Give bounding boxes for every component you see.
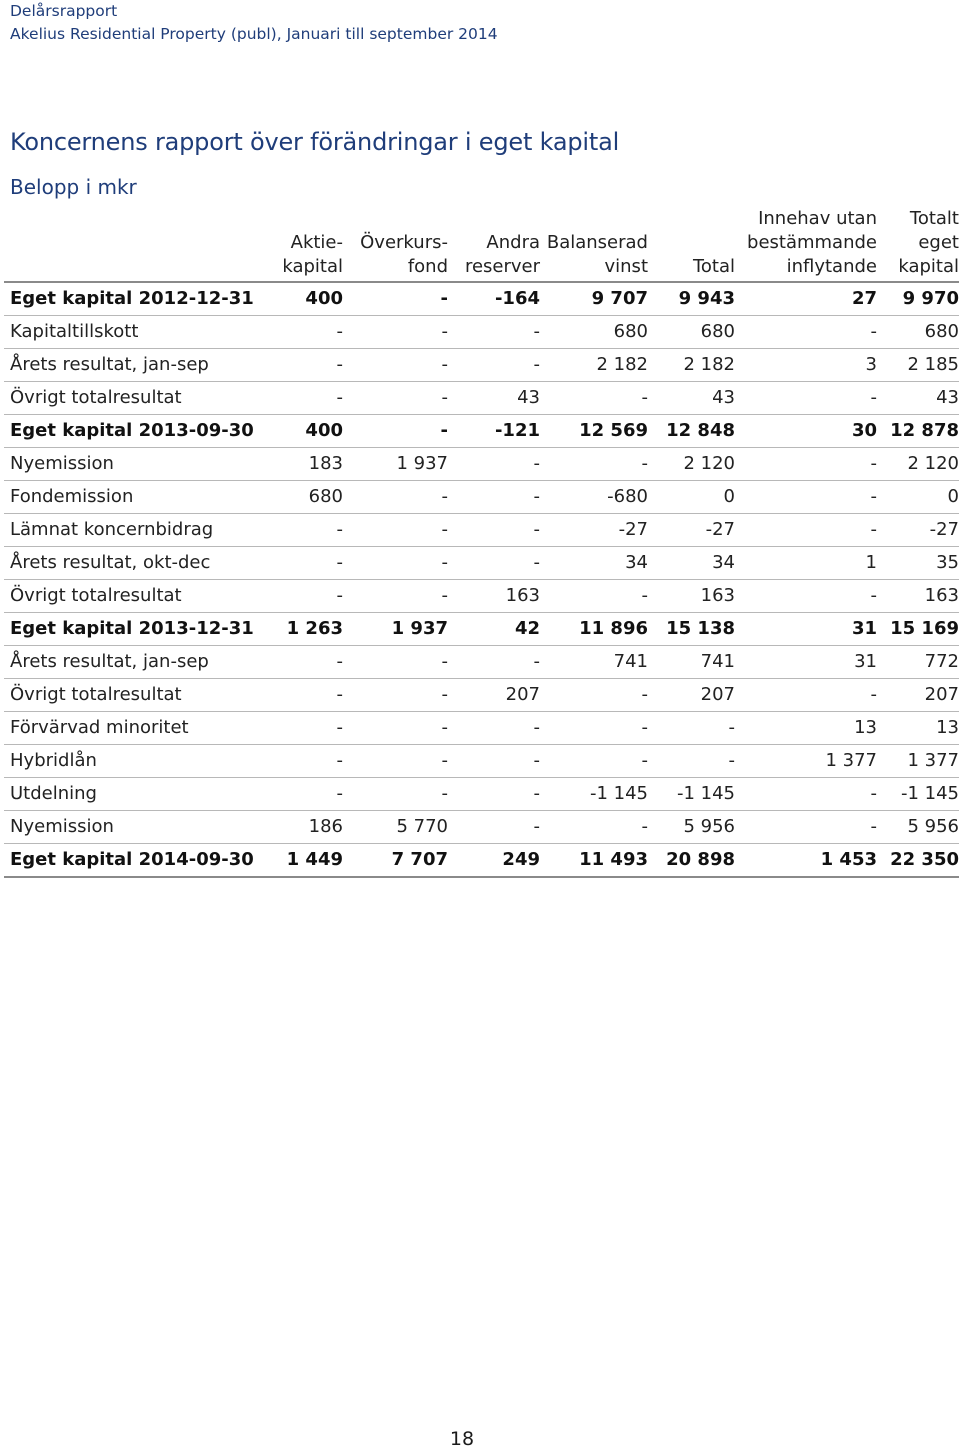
table-cell: 1 377 — [877, 745, 959, 778]
column-header-line: Balanserad — [546, 232, 648, 253]
column-header — [648, 203, 735, 282]
table-cell: 680 — [241, 481, 343, 514]
table-cell: - — [241, 316, 343, 349]
table-cell: 3 — [735, 349, 877, 382]
table-cell: 772 — [877, 646, 959, 679]
row-label: Eget kapital 2014-09-30 — [4, 844, 241, 878]
table-cell: - — [343, 712, 448, 745]
table-cell: - — [241, 646, 343, 679]
column-header-line: Total — [692, 256, 735, 277]
table-cell: 27 — [735, 282, 877, 316]
page-number: 18 — [449, 1428, 475, 1450]
table-cell: - — [735, 580, 877, 613]
table-cell: 13 — [877, 712, 959, 745]
row-label: Övrigt totalresultat — [4, 382, 241, 415]
table-row — [4, 448, 959, 481]
table-cell: - — [343, 679, 448, 712]
table-cell: - — [448, 745, 540, 778]
table-cell: - — [540, 745, 648, 778]
table-cell: 1 453 — [735, 844, 877, 878]
table-row — [4, 547, 959, 580]
table-cell: - — [540, 448, 648, 481]
table-cell: -27 — [540, 514, 648, 547]
header-empty — [4, 203, 241, 282]
table-cell: 400 — [241, 415, 343, 448]
column-header — [735, 203, 877, 282]
table-cell: 13 — [735, 712, 877, 745]
table-cell: - — [448, 349, 540, 382]
table-cell: 2 182 — [648, 349, 735, 382]
column-header — [448, 203, 540, 282]
table-cell: 249 — [448, 844, 540, 878]
table-row — [4, 646, 959, 679]
table-cell: 12 878 — [877, 415, 959, 448]
table-row — [4, 514, 959, 547]
table-cell: - — [343, 514, 448, 547]
table-cell: 1 263 — [241, 613, 343, 646]
table-cell: - — [241, 514, 343, 547]
column-header-line: Innehav utan — [758, 208, 877, 229]
table-cell: 20 898 — [648, 844, 735, 878]
table-cell: 43 — [648, 382, 735, 415]
table-row — [4, 481, 959, 514]
column-header-line: vinst — [604, 256, 648, 277]
column-header-line: kapital — [898, 256, 959, 277]
table-cell: 2 120 — [648, 448, 735, 481]
report-type: Delårsrapport — [10, 2, 118, 20]
column-header-line: reserver — [464, 256, 540, 277]
table-cell: - — [241, 745, 343, 778]
table-cell: - — [540, 382, 648, 415]
table-cell: 5 956 — [648, 811, 735, 844]
table-cell: - — [241, 349, 343, 382]
column-header-line: Överkurs- — [360, 232, 448, 253]
company-period: Akelius Residential Property (publ), Januari till september 2014 — [10, 25, 498, 43]
table-cell: - — [241, 712, 343, 745]
row-label: Eget kapital 2012-12-31 — [4, 282, 241, 316]
table-cell: - — [343, 547, 448, 580]
table-cell: 31 — [735, 646, 877, 679]
table-cell: 2 182 — [540, 349, 648, 382]
table-cell: 35 — [877, 547, 959, 580]
table-row — [4, 778, 959, 811]
table-cell: - — [448, 448, 540, 481]
table-cell: 163 — [877, 580, 959, 613]
row-label: Lämnat koncernbidrag — [4, 514, 241, 547]
table-cell: 31 — [735, 613, 877, 646]
table-cell: - — [241, 382, 343, 415]
table-cell: - — [241, 547, 343, 580]
column-header-line: kapital — [282, 256, 343, 277]
table-cell: - — [343, 745, 448, 778]
table-cell: 15 169 — [877, 613, 959, 646]
row-label: Eget kapital 2013-09-30 — [4, 415, 241, 448]
column-header — [241, 203, 343, 282]
table-cell: -1 145 — [648, 778, 735, 811]
table-cell: 207 — [448, 679, 540, 712]
table-cell: - — [241, 679, 343, 712]
table-cell: 0 — [648, 481, 735, 514]
table-cell: 34 — [648, 547, 735, 580]
table-cell: - — [241, 580, 343, 613]
table-cell: 163 — [648, 580, 735, 613]
table-cell: 15 138 — [648, 613, 735, 646]
table-cell: - — [540, 811, 648, 844]
table-cell: - — [448, 778, 540, 811]
table-cell: - — [448, 646, 540, 679]
table-cell: 741 — [540, 646, 648, 679]
table-cell: 9 707 — [540, 282, 648, 316]
table-row — [4, 679, 959, 712]
table-cell: - — [735, 811, 877, 844]
column-header — [877, 203, 959, 282]
table-cell: - — [448, 811, 540, 844]
table-cell: 12 569 — [540, 415, 648, 448]
table-cell: - — [343, 646, 448, 679]
table-cell: - — [448, 547, 540, 580]
row-label: Kapitaltillskott — [4, 316, 241, 349]
table-cell: 2 120 — [877, 448, 959, 481]
table-cell: 11 896 — [540, 613, 648, 646]
table-cell: 680 — [648, 316, 735, 349]
table-cell: - — [735, 382, 877, 415]
table-cell: 1 937 — [343, 448, 448, 481]
table-cell: 1 937 — [343, 613, 448, 646]
table-cell: - — [343, 778, 448, 811]
row-label: Hybridlån — [4, 745, 241, 778]
table-cell: - — [735, 778, 877, 811]
column-header-line: inflytande — [786, 256, 877, 277]
table-cell: 1 377 — [735, 745, 877, 778]
table-cell: 43 — [877, 382, 959, 415]
table-cell: - — [540, 712, 648, 745]
table-cell: - — [648, 745, 735, 778]
table-cell: - — [735, 316, 877, 349]
table-row — [4, 382, 959, 415]
table-cell: 12 848 — [648, 415, 735, 448]
table-cell: 5 956 — [877, 811, 959, 844]
table-cell: 680 — [540, 316, 648, 349]
row-label: Övrigt totalresultat — [4, 580, 241, 613]
row-label: Årets resultat, jan-sep — [4, 646, 241, 679]
column-header-line: Andra — [486, 232, 540, 253]
column-header-line: eget — [918, 232, 959, 253]
column-header-line: Totalt — [909, 208, 959, 229]
row-label: Årets resultat, okt-dec — [4, 547, 241, 580]
row-label: Nyemission — [4, 811, 241, 844]
column-header — [540, 203, 648, 282]
column-header-line: fond — [407, 256, 448, 277]
table-cell: 43 — [448, 382, 540, 415]
table-cell: 9 970 — [877, 282, 959, 316]
table-cell: - — [343, 415, 448, 448]
equity-changes-table — [4, 203, 959, 878]
table-cell: - — [735, 448, 877, 481]
table-cell: 207 — [648, 679, 735, 712]
table-row — [4, 745, 959, 778]
table-cell: - — [540, 679, 648, 712]
table-row — [4, 349, 959, 382]
table-cell: -27 — [877, 514, 959, 547]
column-header-line: Aktie- — [290, 232, 343, 253]
row-label: Nyemission — [4, 448, 241, 481]
table-cell: -121 — [448, 415, 540, 448]
table-cell: -680 — [540, 481, 648, 514]
table-cell: - — [540, 580, 648, 613]
table-row — [4, 811, 959, 844]
column-header — [343, 203, 448, 282]
column-header-line: bestämmande — [747, 232, 877, 253]
table-cell: 34 — [540, 547, 648, 580]
row-label: Utdelning — [4, 778, 241, 811]
table-cell: - — [343, 349, 448, 382]
table-cell: 2 185 — [877, 349, 959, 382]
table-cell: - — [648, 712, 735, 745]
table-cell: - — [735, 514, 877, 547]
table-cell: 42 — [448, 613, 540, 646]
table-cell: 680 — [877, 316, 959, 349]
table-cell: 163 — [448, 580, 540, 613]
table-cell: 22 350 — [877, 844, 959, 878]
table-row — [4, 415, 959, 448]
page-subtitle: Belopp i mkr — [10, 175, 137, 199]
table-cell: - — [735, 481, 877, 514]
table-cell: -27 — [648, 514, 735, 547]
row-label: Årets resultat, jan-sep — [4, 349, 241, 382]
table-header-row — [4, 203, 959, 282]
row-label: Eget kapital 2013-12-31 — [4, 613, 241, 646]
table-cell: - — [343, 382, 448, 415]
table-cell: - — [343, 316, 448, 349]
row-label: Övrigt totalresultat — [4, 679, 241, 712]
table-row — [4, 580, 959, 613]
table-row — [4, 613, 959, 646]
table-cell: - — [448, 316, 540, 349]
table-cell: 741 — [648, 646, 735, 679]
table-body — [4, 282, 959, 877]
table-cell: - — [241, 778, 343, 811]
table-cell: - — [343, 580, 448, 613]
table-cell: -1 145 — [540, 778, 648, 811]
table-cell: 186 — [241, 811, 343, 844]
table-cell: - — [448, 514, 540, 547]
table-cell: - — [448, 712, 540, 745]
table-cell: 207 — [877, 679, 959, 712]
table-cell: -164 — [448, 282, 540, 316]
table-row — [4, 712, 959, 745]
table-cell: - — [448, 481, 540, 514]
table-cell: 9 943 — [648, 282, 735, 316]
row-label: Fondemission — [4, 481, 241, 514]
table-cell: 183 — [241, 448, 343, 481]
table-cell: 5 770 — [343, 811, 448, 844]
table-cell: 7 707 — [343, 844, 448, 878]
table-row — [4, 316, 959, 349]
table-cell: - — [735, 679, 877, 712]
table-cell: 400 — [241, 282, 343, 316]
table-cell: 1 — [735, 547, 877, 580]
table-cell: 0 — [877, 481, 959, 514]
table-cell: 30 — [735, 415, 877, 448]
table-cell: 1 449 — [241, 844, 343, 878]
table-row — [4, 282, 959, 316]
table-row — [4, 844, 959, 878]
table-cell: -1 145 — [877, 778, 959, 811]
table-cell: - — [343, 481, 448, 514]
table-cell: - — [343, 282, 448, 316]
table-cell: 11 493 — [540, 844, 648, 878]
row-label: Förvärvad minoritet — [4, 712, 241, 745]
page-title: Koncernens rapport över förändringar i eget kapital — [10, 128, 620, 156]
